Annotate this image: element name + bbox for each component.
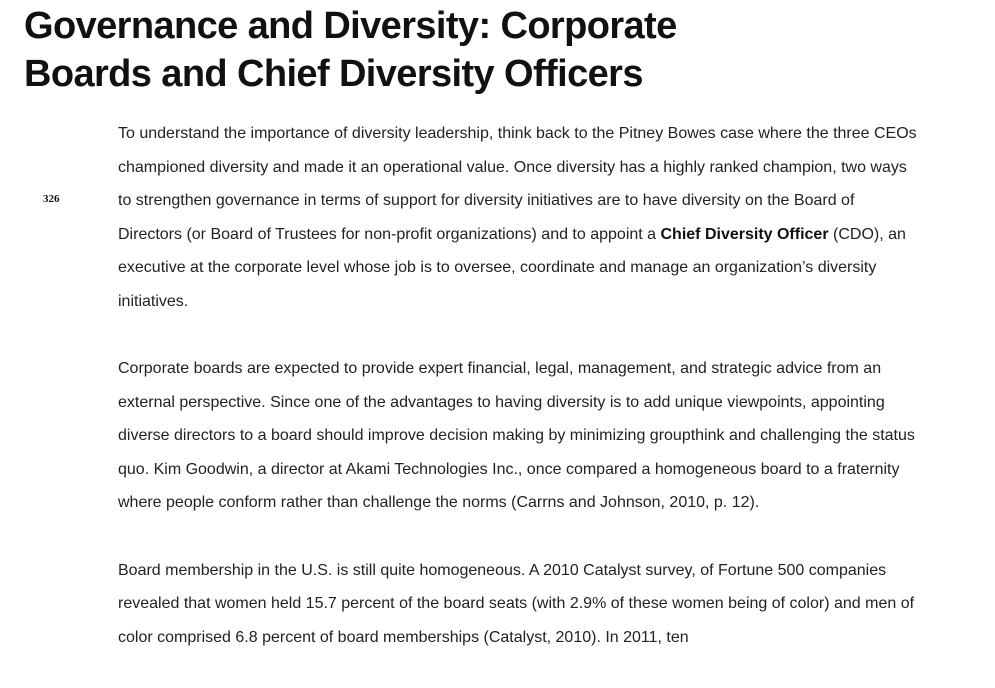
paragraph-text: (CDO), an executive at the corporate level whose job is to oversee, coordinate and manage an organization’s diversity initiatives. xyxy=(118,225,906,310)
page-number: 326 xyxy=(43,193,60,205)
page-title: Governance and Diversity: Corporate Boards and Chief Diversity Officers xyxy=(24,5,677,95)
key-term-chief-diversity-officer: Chief Diversity Officer xyxy=(660,225,829,243)
paragraph-cdo-intro xyxy=(118,117,918,318)
paragraph-board-membership: Board membership in the U.S. is still quite homogeneous. A 2010 Catalyst survey, of Fortune 500 companies revealed that women held 15.7 percent of the board seats (with 2.9% of these women being of color) and men of color comprised 6.8 percent of board memberships (Catalyst, 2010). In 2011, ten xyxy=(118,561,915,646)
paragraph-corporate-boards: Corporate boards are expected to provide expert financial, legal, management, and strategic advice from an external perspective. Since one of the advantages to having diversity is to add unique viewpoints, appointing diverse directors to a board should improve decision making by minimizing groupthink and challenging the status quo. Kim Goodwin, a director at Akami Technologies Inc., once compared a homogeneous board to a fraternity where people conform rather than challenge the norms (Carrns and Johnson, 2010, p. 12). xyxy=(118,360,915,511)
article-body xyxy=(118,117,918,688)
paragraph-text: To understand the importance of diversity leadership, think back to the Pitney Bowes case where the three CEOs championed diversity and made it an operational value. Once diversity has a highly ranked champion, two ways to strengthen governance in terms of support for diversity initiatives are to have diversity on the Board of Directors (or Board of Trustees for non-profit organizations) and to appoint a xyxy=(118,125,917,243)
